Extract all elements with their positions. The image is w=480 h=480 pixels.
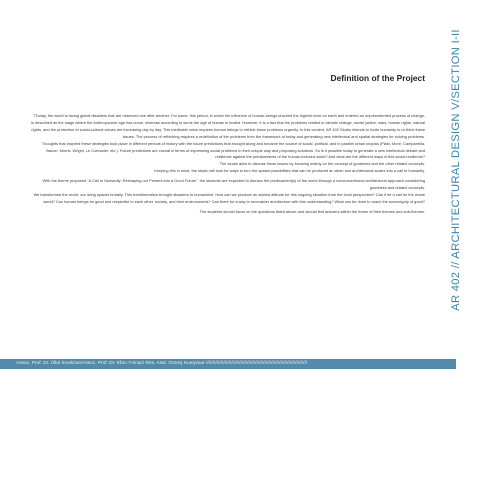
footer-instructors: Assoc. Prof. Dr. Ülkü İnceköse/Assoc. Prof. Dr. Ebru Yılmaz/ Res. Asst. Güneş Kuerpinar //////////////////////////////////////////////////////////////////////////// [16,361,308,366]
paragraph-studio-aim: The studio aims to discuss these issues by focusing mainly on the concept of goodness and the other related concepts. [219,161,425,167]
footer-band [0,359,456,369]
paragraph-closing: The students should focus on the questions listed above and should find answers within the frame of their themes and sub-themes. [199,209,425,215]
paragraph-questions: We transformed the world, our living spaces brutally. This transformation brought disasters to humankind. How can we produce an activist attitude for this ongoing situation from the local perspective? Can it be a call for the whole world? Can human beings be good and respectful to each other, society, and their environments? Can there be a way to reconsider architecture with this understanding? What can be done to reach the sovereignty of good? [33,192,425,205]
page-title: Definition of the Project [330,73,425,83]
paragraph-theme: With the theme proposed "A Call to Humanity: Reshaping our Present into a Good Future", the students are expected to discuss the predicament(s) of the world through a nonconventional architectural approach considering goodness and related concepts. [42,178,425,191]
paragraph-intro: TToday, the world is facing global disasters that are observed one after another. For some, this period, in which the influence of human-beings reached the highest level on earth and entered an unprecedented process of change, is described as the stage where the Anthropocene age has come, whereas according to some the age of human is invalid. However, it is a fact that the problems related to climate change, social justice, wars, human rights, natural rights, and the protection of social-cultural values are increasing day by day. This inevitable crisis requires human beings to rethink these problems urgently. In this context, AR 402 Studio intends to invite humanity to re-think these issues. The process of rethinking requires a redefinition of the problems from the framework of today and generating new intellectual and spatial strategies for solving problems. [31,113,425,139]
vertical-course-title-text: AR 402 // ARCHITECTURAL DESIGN V/SECTION I-II [450,29,462,311]
paragraph-call-to-humanity: Keeping this in mind, the studio will look for ways to turn the spatial possibilities that can be produced at urban and architectural scales into a call to humanity. [154,168,425,174]
project-definition-body [30,113,425,216]
vertical-course-title [436,0,476,340]
paragraph-utopias: Thoughts that inspired these strategies took place in different periods of history with the future predictions that brought along and became the source of social, political, and in parallel urban utopias (Plato, More, Campanella, Bacon, Morris, Wright, Le Corbusier, etc.). Future predictions are crucial in terms of expressing social problems in their unique way and proposing solutions. So is it possible today to generate a new intellectual debate and resilience against the predicaments of the human-induced world? And what are the different ways of this social resilience? [41,140,425,160]
